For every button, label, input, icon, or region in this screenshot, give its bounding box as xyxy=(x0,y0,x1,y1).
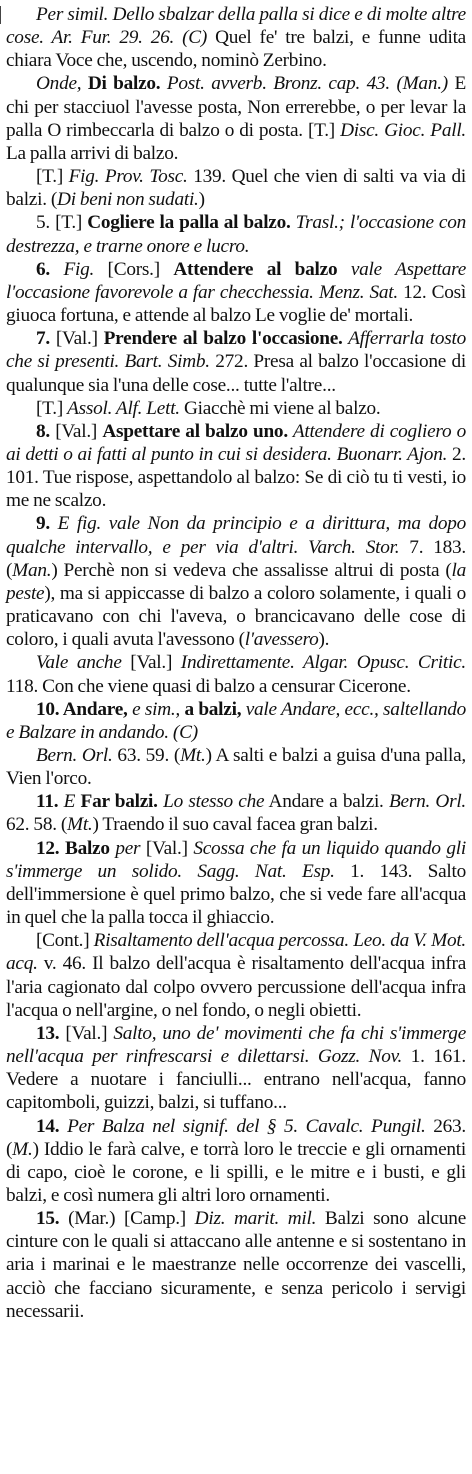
text-run: Andare a balzi. xyxy=(264,791,389,813)
text-run: [Cont.] xyxy=(36,930,94,952)
text-run: Bern. Orl. xyxy=(388,791,466,813)
text-run: Risaltamento dell'acqua percossa. Leo. da V. Mot. acq. xyxy=(6,930,467,975)
text-run: 62. 58. ( xyxy=(6,814,68,836)
entry-paragraph xyxy=(6,211,466,257)
text-run: Lo stesso che xyxy=(157,791,265,813)
text-run: 12. xyxy=(36,837,65,859)
text-run: 9. xyxy=(36,513,58,535)
text-run: ) Iddio le farà calve, e torrà loro le treccie e gli ornamenti di capo, cioè le corone, e li spilli, e le mitre e i busti, e gli balzi, e così numera gli altri loro ornamenti. xyxy=(6,1138,466,1206)
text-run: ), ma si appiccasse di balzo a coloro solamente, i quali o praticavano con chi l'aveva, o brancicavano delle cose di coloro, i quali avuta l'avessono ( xyxy=(6,582,466,651)
text-run: M. xyxy=(12,1138,33,1160)
text-run: Man. xyxy=(12,559,52,581)
text-run: ). xyxy=(318,629,330,651)
text-run: Far balzi. xyxy=(75,791,158,813)
text-run: [Val.] xyxy=(140,837,194,859)
entry-paragraph xyxy=(6,651,466,697)
text-run: Prendere al balzo l'occasione. xyxy=(103,328,343,350)
text-run: Di beni non sudati. xyxy=(57,189,199,211)
text-run: la peste xyxy=(6,559,466,604)
text-run: Indirettamente. Algar. Opusc. Critic. xyxy=(180,652,466,674)
entry-paragraph xyxy=(6,744,466,790)
text-run: a balzi, xyxy=(184,698,242,720)
text-run: 263. ( xyxy=(6,1115,466,1160)
text-run: 5. [T.] xyxy=(36,212,88,234)
text-run: Assol. Alf. Lett. xyxy=(67,397,180,419)
text-run: e sim., xyxy=(127,698,185,720)
text-run: Andare, xyxy=(62,698,128,720)
text-run: 7. xyxy=(36,328,56,350)
text-run: ) Perchè non si vedeva che assalisse altrui di posta ( xyxy=(51,559,452,581)
entry-paragraph xyxy=(6,165,466,211)
text-run: per xyxy=(109,837,141,859)
text-run: [T.] xyxy=(36,397,68,419)
text-run: Attendere al balzo xyxy=(173,258,338,280)
text-run: Bern. Orl. xyxy=(36,745,113,766)
text-run: E fig. vale Non da principio e a dirittura, ma dopo qualche intervallo, e per via d'altri. Varch. Stor. xyxy=(6,513,467,558)
text-run: ) xyxy=(198,189,205,211)
text-run: [Val.] xyxy=(55,420,103,442)
text-run: 1. 143. Salto dell'immersione è quel primo balzo, che si vede fare all'acqua in quel che la palla tocca il ghiaccio. xyxy=(6,860,466,929)
text-run: vale Aspettare l'occasione favorevole a far checchessia. Menz. Sat. xyxy=(6,258,467,303)
text-run: [Val.] xyxy=(121,652,181,674)
text-run: Scossa che fa un liquido quando gli s'immerge un solido. Sagg. Nat. Esp. xyxy=(6,837,466,882)
text-run: 2. 101. Tue rispose, aspettandolo al balzo: Se di ciò tu ti vesti, io me ne scalzo. xyxy=(6,443,467,512)
text-run: Disc. Gioc. Pall. xyxy=(340,119,466,141)
text-run: l'avessero xyxy=(244,629,319,651)
text-run: [T.] xyxy=(36,166,69,188)
text-run: La palla arrivi di balzo. xyxy=(6,142,179,164)
text-run: 11. xyxy=(36,791,64,813)
entry-paragraph xyxy=(6,512,466,651)
entry-paragraph xyxy=(6,837,466,930)
entry-paragraph xyxy=(6,3,466,72)
text-run: 272. Presa al balzo l'occasione di qualunque sia l'una delle cose... tutte l'altre... xyxy=(6,351,466,396)
text-run: E chi per stacciuol l'avesse posta, Non errerebbe, o per levar la palla O rimbeccarla di balzo o di posta. [T.] xyxy=(6,73,466,141)
entry-paragraph xyxy=(6,72,466,165)
text-run: 63. 59. ( xyxy=(112,745,181,766)
text-run: Mt. xyxy=(180,745,206,766)
entry-paragraph xyxy=(6,420,466,513)
text-run: Quel fe' tre balzi, e funne udita chiara Voce che, uscendo, nominò Zerbino. xyxy=(6,27,466,72)
text-run: ) Traendo il suo caval facea gran balzi. xyxy=(92,814,378,836)
entry-paragraph xyxy=(6,1022,466,1115)
text-run: Balzi sono alcune cinture con le quali si attaccano alle antenne e si sostentano in aria i marinai e le maestranze nelle occorrenze dei vascelli, acciò che facciano sicuramente, e senza pericolo i servigi necessarii. xyxy=(6,1208,467,1322)
text-run: 118. Con che viene quasi di balzo a censurar Cicerone. xyxy=(6,675,411,697)
text-run: Per simil. Dello sbalzar della palla si dice e di molte altre cose. Ar. Fur. 29. 26. (C) xyxy=(6,4,466,49)
text-run: ) A salti e balzi a guisa d'una palla, Vien l'orco. xyxy=(6,745,466,790)
text-run: [Val.] xyxy=(55,328,104,350)
text-run: [Val.] xyxy=(65,1022,114,1044)
text-run: Afferrarla tosto che si presenti. Bart. Simb. xyxy=(6,328,466,373)
entry-paragraph xyxy=(6,698,466,744)
text-run: Cogliere la palla al balzo. xyxy=(87,212,291,234)
text-run: Aspettare al balzo uno. xyxy=(102,420,288,442)
text-run: Fig. Prov. Tosc. xyxy=(68,166,188,188)
text-run: 139. Quel che vien di salti va via di balzi. ( xyxy=(6,166,466,211)
margin-mark xyxy=(0,6,1,24)
text-run: 13. xyxy=(36,1022,66,1044)
text-run: Diz. marit. mil. xyxy=(194,1208,317,1230)
entry-paragraph xyxy=(6,1207,466,1323)
text-run: Vale anche xyxy=(36,652,122,674)
entry-paragraph xyxy=(6,397,466,420)
text-run: Fig. xyxy=(63,258,95,280)
entry-paragraph xyxy=(6,1115,466,1208)
text-run: [Cors.] xyxy=(94,258,174,280)
text-run: E xyxy=(63,791,76,813)
text-run: Di balzo. xyxy=(87,73,161,95)
text-run: 15. xyxy=(36,1208,69,1230)
text-run: (Mar.) [Camp.] xyxy=(68,1208,195,1230)
text-run: vale Andare, ecc., saltellando e Balzare in andando. (C) xyxy=(6,698,466,743)
text-run: 6. xyxy=(36,258,64,280)
text-run: Salto, uno de' movimenti che fa chi s'immerge nell'acqua per rinfrescarsi e dilettarsi. Gozz. Nov. xyxy=(6,1022,467,1068)
text-run: Mt. xyxy=(67,814,93,836)
text-run: 10. xyxy=(36,698,63,720)
text-run: 12. Così giuoca fortuna, e attende al balzo Le voglie de' mortali. xyxy=(6,281,467,327)
text-run: Onde, xyxy=(36,73,88,95)
text-run: Giacchè mi viene al balzo. xyxy=(179,397,381,419)
text-run: Trasl.; l'occasione con destrezza, e trarne onore e lucro. xyxy=(6,212,466,257)
text-run: Post. avverb. Bronz. cap. 43. (Man.) xyxy=(160,73,448,95)
text-run: 7. 183. ( xyxy=(6,536,467,581)
text-run: Balzo xyxy=(64,837,110,859)
entry-paragraph xyxy=(6,258,466,327)
text-run: 8. xyxy=(36,420,56,442)
text-run: v. 46. Il balzo dell'acqua è risaltamento dell'acqua infra l'aria cagionato dal colpo ovvero percussione dell'acqua infra l'acqua o nell'argine, o nel fondo, o negli obietti. xyxy=(6,953,466,1021)
entry-paragraph xyxy=(6,790,466,836)
text-run: 1. 161. Vedere a nuotare i fanciulli... entrano nell'acqua, fanno capitomboli, guizzi, balzi, si tuffano... xyxy=(6,1046,466,1114)
entry-paragraph xyxy=(6,327,466,396)
text-run: Per Balza nel signif. del § 5. Cavalc. Pungil. xyxy=(67,1115,426,1137)
entry-paragraph xyxy=(6,929,466,1022)
text-run: 14. xyxy=(36,1115,68,1137)
text-run: Attendere di cogliero o ai detti o ai fatti al punto in cui si desidera. Buonarr. Ajon. xyxy=(6,420,466,465)
